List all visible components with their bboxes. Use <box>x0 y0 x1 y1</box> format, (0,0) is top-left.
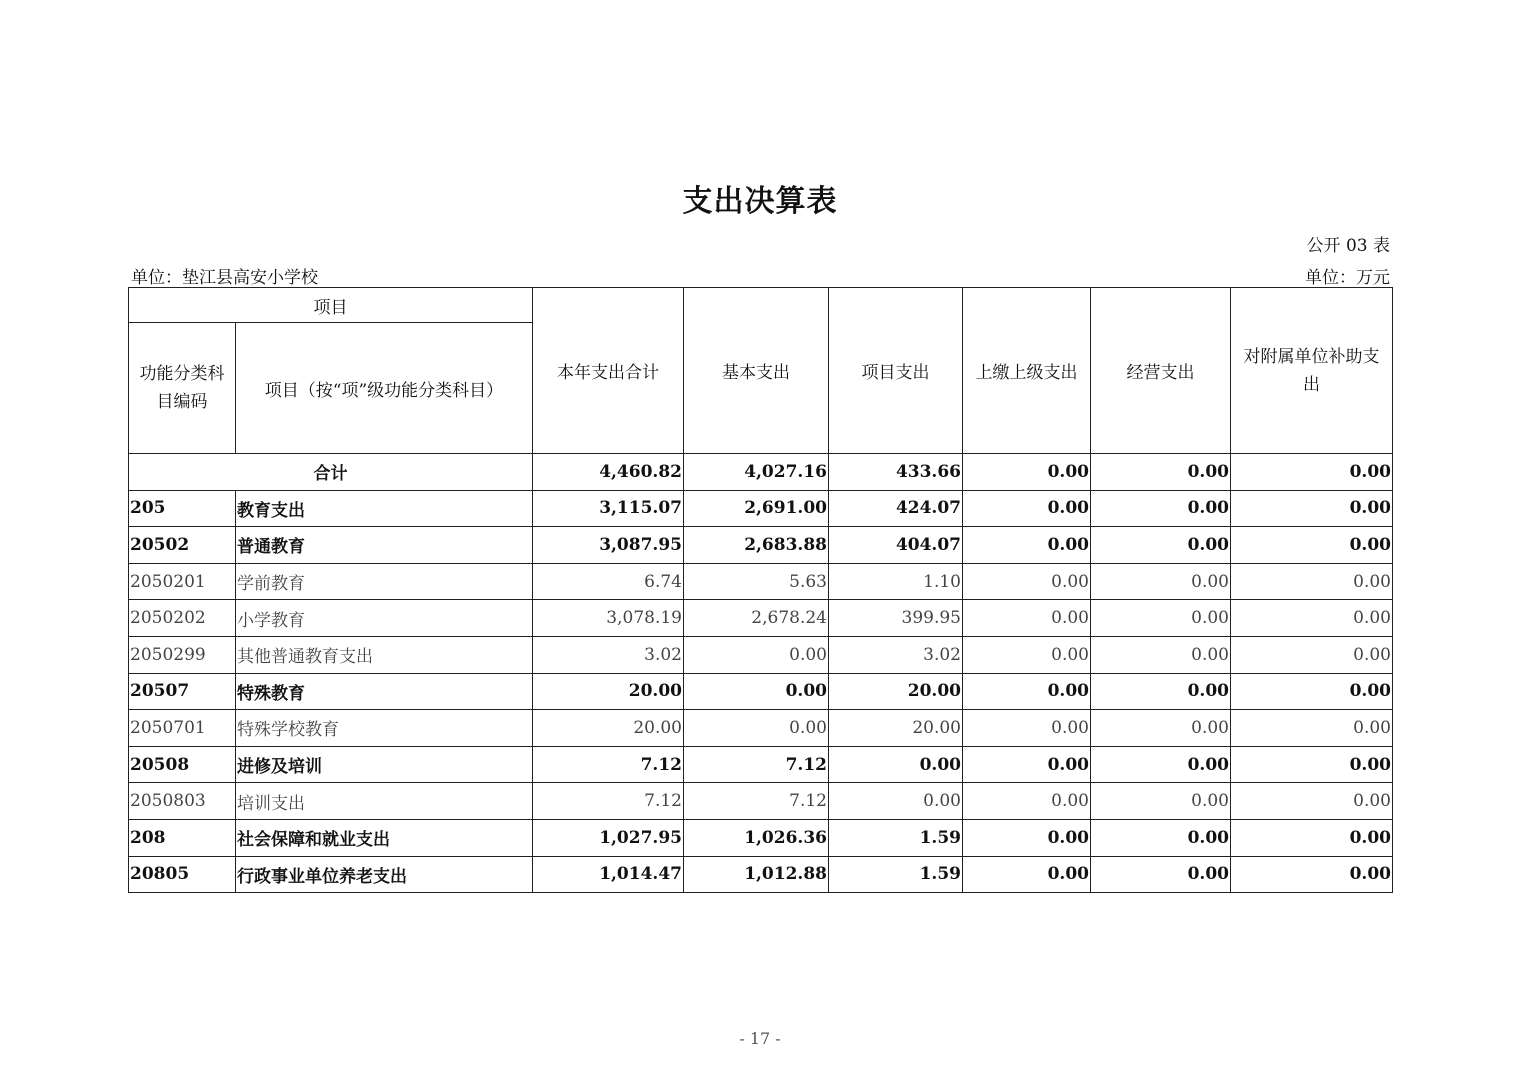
cell-project: 1.59 <box>829 856 963 893</box>
cell-basic: 1,026.36 <box>684 819 829 856</box>
header-business: 经营支出 <box>1091 288 1231 454</box>
cell-code: 2050201 <box>129 563 236 600</box>
cell-business: 0.00 <box>1091 710 1231 747</box>
cell-subsidy: 0.00 <box>1231 819 1393 856</box>
cell-basic: 0.00 <box>684 673 829 710</box>
table-row <box>129 636 1393 673</box>
cell-code: 2050299 <box>129 636 236 673</box>
header-item: 项目 <box>129 288 533 323</box>
cell-total: 6.74 <box>533 563 684 600</box>
cell-code: 208 <box>129 819 236 856</box>
form-number: 公开 03 表 <box>1306 236 1390 256</box>
page-title: 支出决算表 <box>682 184 838 219</box>
cell-subsidy: 0.00 <box>1231 490 1393 527</box>
cell-upper: 0.00 <box>963 563 1091 600</box>
cell-business: 0.00 <box>1091 490 1231 527</box>
cell-basic: 5.63 <box>684 563 829 600</box>
total-upper: 0.00 <box>963 454 1091 491</box>
cell-project: 424.07 <box>829 490 963 527</box>
cell-basic: 0.00 <box>684 710 829 747</box>
cell-upper: 0.00 <box>963 636 1091 673</box>
cell-basic: 0.00 <box>684 636 829 673</box>
cell-project: 3.02 <box>829 636 963 673</box>
header-upper: 上缴上级支出 <box>963 288 1091 454</box>
cell-basic: 2,691.00 <box>684 490 829 527</box>
cell-code: 205 <box>129 490 236 527</box>
table-row <box>129 673 1393 710</box>
cell-subsidy: 0.00 <box>1231 600 1393 637</box>
cell-upper: 0.00 <box>963 856 1091 893</box>
cell-code: 20508 <box>129 746 236 783</box>
table-row <box>129 819 1393 856</box>
header-total: 本年支出合计 <box>533 288 684 454</box>
currency-unit: 单位：万元 <box>1305 268 1390 288</box>
cell-total: 3,078.19 <box>533 600 684 637</box>
cell-code: 20502 <box>129 527 236 564</box>
cell-code: 20805 <box>129 856 236 893</box>
total-label: 合计 <box>129 454 533 491</box>
cell-name: 其他普通教育支出 <box>236 636 533 673</box>
cell-subsidy: 0.00 <box>1231 746 1393 783</box>
cell-code: 2050803 <box>129 783 236 820</box>
cell-upper: 0.00 <box>963 710 1091 747</box>
cell-project: 20.00 <box>829 710 963 747</box>
cell-name: 行政事业单位养老支出 <box>236 856 533 893</box>
cell-project: 399.95 <box>829 600 963 637</box>
total-subsidy: 0.00 <box>1231 454 1393 491</box>
cell-subsidy: 0.00 <box>1231 563 1393 600</box>
cell-total: 20.00 <box>533 673 684 710</box>
cell-business: 0.00 <box>1091 856 1231 893</box>
cell-total: 3.02 <box>533 636 684 673</box>
cell-subsidy: 0.00 <box>1231 856 1393 893</box>
cell-upper: 0.00 <box>963 673 1091 710</box>
header-subsidy: 对附属单位补助支出 <box>1231 288 1393 454</box>
cell-code: 2050701 <box>129 710 236 747</box>
cell-business: 0.00 <box>1091 563 1231 600</box>
total-basic: 4,027.16 <box>684 454 829 491</box>
cell-basic: 7.12 <box>684 783 829 820</box>
total-project: 433.66 <box>829 454 963 491</box>
total-row <box>129 454 1393 491</box>
cell-basic: 1,012.88 <box>684 856 829 893</box>
cell-project: 1.10 <box>829 563 963 600</box>
cell-name: 教育支出 <box>236 490 533 527</box>
table-row <box>129 710 1393 747</box>
cell-business: 0.00 <box>1091 527 1231 564</box>
cell-subsidy: 0.00 <box>1231 636 1393 673</box>
cell-subsidy: 0.00 <box>1231 527 1393 564</box>
cell-name: 特殊教育 <box>236 673 533 710</box>
cell-code: 20507 <box>129 673 236 710</box>
table-row <box>129 746 1393 783</box>
table-row <box>129 783 1393 820</box>
cell-upper: 0.00 <box>963 527 1091 564</box>
cell-upper: 0.00 <box>963 490 1091 527</box>
cell-project: 1.59 <box>829 819 963 856</box>
cell-upper: 0.00 <box>963 819 1091 856</box>
cell-subsidy: 0.00 <box>1231 710 1393 747</box>
cell-total: 1,027.95 <box>533 819 684 856</box>
cell-total: 3,087.95 <box>533 527 684 564</box>
cell-subsidy: 0.00 <box>1231 673 1393 710</box>
table-row <box>129 856 1393 893</box>
cell-code: 2050202 <box>129 600 236 637</box>
table-body <box>129 454 1393 893</box>
cell-name: 普通教育 <box>236 527 533 564</box>
cell-project: 0.00 <box>829 783 963 820</box>
cell-total: 7.12 <box>533 783 684 820</box>
cell-total: 7.12 <box>533 746 684 783</box>
cell-name: 特殊学校教育 <box>236 710 533 747</box>
cell-project: 0.00 <box>829 746 963 783</box>
header-project: 项目支出 <box>829 288 963 454</box>
cell-project: 20.00 <box>829 673 963 710</box>
expenditure-table <box>128 287 1393 893</box>
cell-business: 0.00 <box>1091 783 1231 820</box>
cell-name: 社会保障和就业支出 <box>236 819 533 856</box>
total-amount: 4,460.82 <box>533 454 684 491</box>
cell-upper: 0.00 <box>963 783 1091 820</box>
cell-basic: 2,683.88 <box>684 527 829 564</box>
header-name: 项目（按“项”级功能分类科目） <box>236 323 533 454</box>
total-business: 0.00 <box>1091 454 1231 491</box>
cell-upper: 0.00 <box>963 746 1091 783</box>
header-code: 功能分类科目编码 <box>129 323 236 454</box>
cell-business: 0.00 <box>1091 819 1231 856</box>
header-basic: 基本支出 <box>684 288 829 454</box>
table-row <box>129 563 1393 600</box>
cell-basic: 2,678.24 <box>684 600 829 637</box>
table-row <box>129 600 1393 637</box>
cell-business: 0.00 <box>1091 673 1231 710</box>
cell-name: 学前教育 <box>236 563 533 600</box>
cell-name: 小学教育 <box>236 600 533 637</box>
cell-total: 20.00 <box>533 710 684 747</box>
cell-business: 0.00 <box>1091 746 1231 783</box>
cell-basic: 7.12 <box>684 746 829 783</box>
cell-name: 进修及培训 <box>236 746 533 783</box>
cell-subsidy: 0.00 <box>1231 783 1393 820</box>
cell-name: 培训支出 <box>236 783 533 820</box>
cell-total: 3,115.07 <box>533 490 684 527</box>
cell-total: 1,014.47 <box>533 856 684 893</box>
cell-business: 0.00 <box>1091 636 1231 673</box>
reporting-unit: 单位：垫江县高安小学校 <box>131 268 318 288</box>
cell-project: 404.07 <box>829 527 963 564</box>
table-row <box>129 490 1393 527</box>
cell-business: 0.00 <box>1091 600 1231 637</box>
table-row <box>129 527 1393 564</box>
page-number: - 17 - <box>739 1029 781 1048</box>
cell-upper: 0.00 <box>963 600 1091 637</box>
